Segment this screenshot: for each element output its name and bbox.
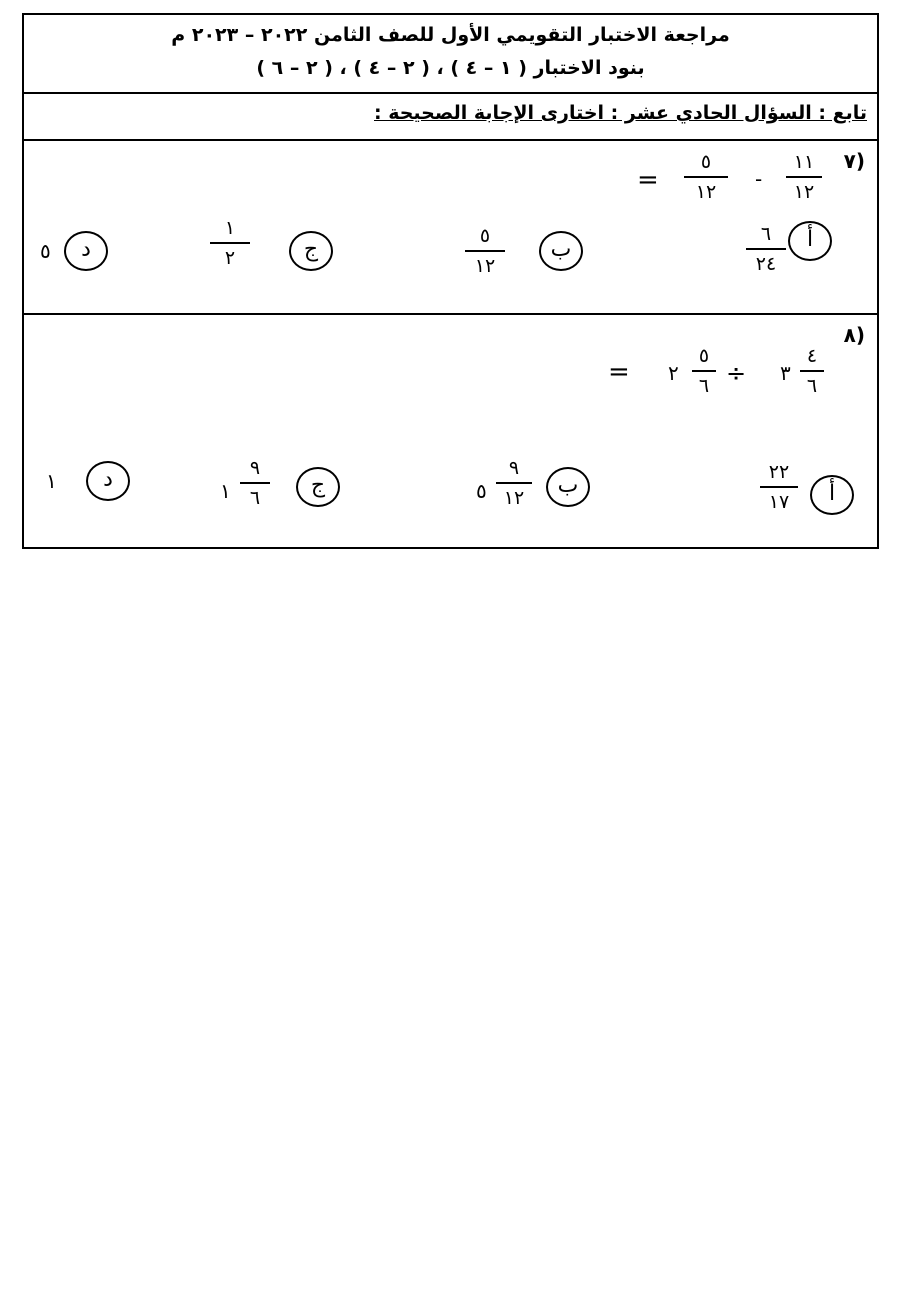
fraction-bar bbox=[786, 176, 822, 178]
expr-fraction-b bbox=[692, 345, 716, 397]
numerator: ٢٢ bbox=[768, 461, 790, 483]
review-sheet bbox=[22, 13, 879, 549]
question-8 bbox=[24, 315, 877, 549]
denominator: ١٧ bbox=[768, 491, 790, 513]
equals-sign: = bbox=[637, 165, 659, 195]
numerator: ٥ bbox=[700, 151, 712, 173]
option-b-value bbox=[465, 225, 505, 277]
question-number: ٨) bbox=[843, 323, 865, 347]
option-b-whole: ٥ bbox=[476, 479, 487, 503]
denominator: ٦ bbox=[698, 375, 710, 397]
instruction-row bbox=[24, 94, 877, 141]
instruction-text: تابع : السؤال الحادي عشر : اختارى الإجابة الصحيحة : bbox=[374, 102, 867, 124]
divide-operator: ÷ bbox=[726, 359, 747, 387]
expr-whole-a: ٣ bbox=[780, 361, 791, 385]
numerator: ٥ bbox=[698, 345, 710, 367]
option-a-value bbox=[746, 223, 786, 275]
expr-fraction-a bbox=[800, 345, 824, 397]
sheet-header bbox=[24, 15, 877, 94]
fraction-bar bbox=[496, 482, 532, 484]
numerator: ١ bbox=[224, 217, 236, 239]
expr-whole-b: ٢ bbox=[668, 361, 679, 385]
option-c-marker[interactable]: ج bbox=[296, 467, 340, 507]
numerator: ٦ bbox=[760, 223, 772, 245]
fraction-bar bbox=[760, 486, 798, 488]
numerator: ٤ bbox=[806, 345, 818, 367]
numerator: ١١ bbox=[793, 151, 815, 173]
header-test-items: بنود الاختبار ( ١ – ٤ ) ، ( ٢ – ٤ ) ، ( ٢ – ٦ ) bbox=[256, 57, 645, 79]
expr-fraction-a bbox=[786, 151, 822, 203]
denominator: ١٢ bbox=[793, 181, 815, 203]
question-number: ٧) bbox=[843, 149, 865, 173]
option-c-value bbox=[210, 217, 250, 269]
denominator: ٢٤ bbox=[755, 253, 777, 275]
option-d-value: ١ bbox=[46, 469, 57, 493]
denominator: ١٢ bbox=[695, 181, 717, 203]
denominator: ٢ bbox=[224, 247, 236, 269]
equals-sign: = bbox=[608, 357, 630, 387]
fraction-bar bbox=[800, 370, 824, 372]
option-d-marker[interactable]: د bbox=[64, 231, 108, 271]
denominator: ٦ bbox=[806, 375, 818, 397]
option-d-marker[interactable]: د bbox=[86, 461, 130, 501]
denominator: ١٢ bbox=[474, 255, 496, 277]
fraction-bar bbox=[210, 242, 250, 244]
numerator: ٩ bbox=[508, 457, 520, 479]
expr-fraction-b bbox=[684, 151, 728, 203]
fraction-bar bbox=[692, 370, 716, 372]
option-b-marker[interactable]: ب bbox=[546, 467, 590, 507]
option-c-fraction bbox=[240, 457, 270, 509]
minus-operator: - bbox=[755, 167, 763, 191]
option-c-marker[interactable]: ج bbox=[289, 231, 333, 271]
option-b-fraction bbox=[496, 457, 532, 509]
option-c-whole: ١ bbox=[220, 479, 231, 503]
question-7 bbox=[24, 141, 877, 315]
fraction-bar bbox=[240, 482, 270, 484]
option-a-value bbox=[760, 461, 798, 513]
option-b-marker[interactable]: ب bbox=[539, 231, 583, 271]
option-a-marker[interactable]: أ bbox=[788, 221, 832, 261]
header-title: مراجعة الاختبار التقويمي الأول للصف الثامن ٢٠٢٢ – ٢٠٢٣ م bbox=[171, 24, 730, 46]
option-d-value: ٥ bbox=[40, 239, 51, 263]
numerator: ٥ bbox=[479, 225, 491, 247]
option-a-marker[interactable]: أ bbox=[810, 475, 854, 515]
fraction-bar bbox=[465, 250, 505, 252]
fraction-bar bbox=[746, 248, 786, 250]
denominator: ٦ bbox=[249, 487, 261, 509]
denominator: ١٢ bbox=[503, 487, 525, 509]
fraction-bar bbox=[684, 176, 728, 178]
numerator: ٩ bbox=[249, 457, 261, 479]
